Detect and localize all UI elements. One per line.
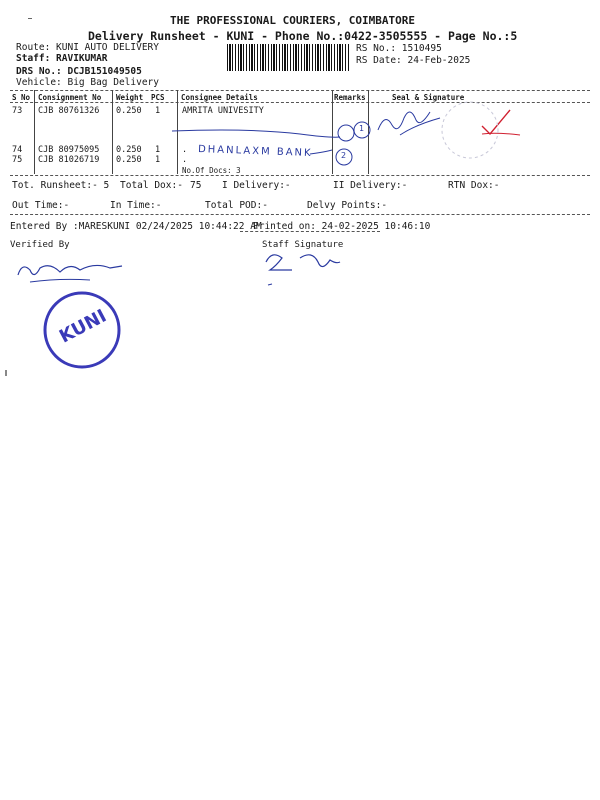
- rs-number: RS No.: 1510495: [356, 43, 442, 54]
- verified-signature-underline: [30, 279, 90, 282]
- drs-number: DRS No.: DCJB151049505: [16, 66, 142, 77]
- col-header-weight: Weight: [116, 93, 144, 102]
- entered-by: Entered By :MARESKUNI 02/24/2025 10:44:22 AM: [10, 221, 262, 232]
- corner-mark: [28, 18, 32, 19]
- row-consignee: .: [182, 145, 188, 155]
- row-pcs: 1: [155, 106, 161, 116]
- arrow-line-2: [310, 150, 332, 154]
- col-header-sno: S No: [12, 93, 31, 102]
- row-sno: 73: [12, 106, 23, 116]
- row-weight: 0.250: [116, 145, 142, 155]
- row-weight: 0.250: [116, 155, 142, 165]
- rs-date: RS Date: 24-Feb-2025: [356, 55, 471, 66]
- route-label: Route: KUNI AUTO DELIVERY: [16, 42, 159, 53]
- row-consignment: CJB 81026719: [38, 155, 100, 165]
- col-header-consignee: Consignee Details: [181, 93, 258, 102]
- runsheet-subtitle: Delivery Runsheet - KUNI - Phone No.:0422-3505555 - Page No.:5: [88, 29, 518, 43]
- col-header-remarks: Remarks: [334, 93, 366, 102]
- delvy-points: Delvy Points:-: [307, 200, 388, 211]
- ii-delivery: II Delivery:-: [333, 180, 408, 191]
- col-header-consignment: Consignment No: [38, 93, 102, 102]
- remark-circle: [338, 125, 354, 141]
- tot-runsheet: Tot. Runsheet:- 5: [12, 180, 110, 191]
- printed-on: Printed on: 24-02-2025 10:46:10: [253, 221, 431, 232]
- staff-signature-scribble: [300, 255, 340, 267]
- row-pcs: 1: [155, 155, 161, 165]
- col-header-pcs: PCS: [151, 93, 165, 102]
- tick-underline: [482, 133, 520, 135]
- tick-icon: [482, 110, 510, 134]
- total-pod: Total POD:-: [205, 200, 268, 211]
- row-consignee: .: [182, 155, 188, 165]
- row-sno: 75: [12, 155, 23, 165]
- row-sno: 74: [12, 145, 23, 155]
- kuni-stamp-text: KUNI: [55, 305, 111, 348]
- circle-number: 2: [341, 151, 347, 160]
- faded-stamp: [442, 102, 498, 158]
- handwritten-bank-note: DHANLAXM BANK: [197, 144, 313, 159]
- row-consignment: CJB 80761326: [38, 106, 100, 116]
- verified-by-label: Verified By: [10, 240, 70, 250]
- out-time: Out Time:-: [12, 200, 70, 211]
- row-weight: 0.250: [116, 106, 142, 116]
- total-dox-label: Total Dox:-: [120, 180, 183, 191]
- circle-number: 1: [359, 124, 365, 133]
- rtn-dox: RTN Dox:-: [448, 180, 500, 191]
- staff-label: Staff: RAVIKUMAR: [16, 53, 108, 64]
- staff-signature-dot: [268, 284, 272, 285]
- in-time: In Time:-: [110, 200, 162, 211]
- receiver-signature-scribble: [378, 112, 430, 130]
- vehicle-label: Vehicle: Big Bag Delivery: [16, 77, 159, 88]
- verified-signature-scribble: [18, 265, 122, 275]
- arrow-line-1: [172, 130, 340, 137]
- staff-signature-scribble: [266, 255, 292, 270]
- row-consignee: AMRITA UNIVESITY: [182, 106, 264, 116]
- receiver-signature-scribble: [400, 118, 440, 135]
- col-header-signature: Seal & Signature: [392, 93, 465, 102]
- margin-mark: [5, 370, 7, 376]
- row-pcs: 1: [155, 145, 161, 155]
- row-consignment: CJB 80975095: [38, 145, 100, 155]
- staff-signature-label: Staff Signature: [262, 240, 344, 250]
- i-delivery: I Delivery:-: [222, 180, 291, 191]
- total-dox-value: 75: [190, 180, 202, 191]
- company-title: THE PROFESSIONAL COURIERS, COIMBATORE: [170, 14, 416, 27]
- no-of-docs: No.Of Docs: 3: [182, 166, 241, 175]
